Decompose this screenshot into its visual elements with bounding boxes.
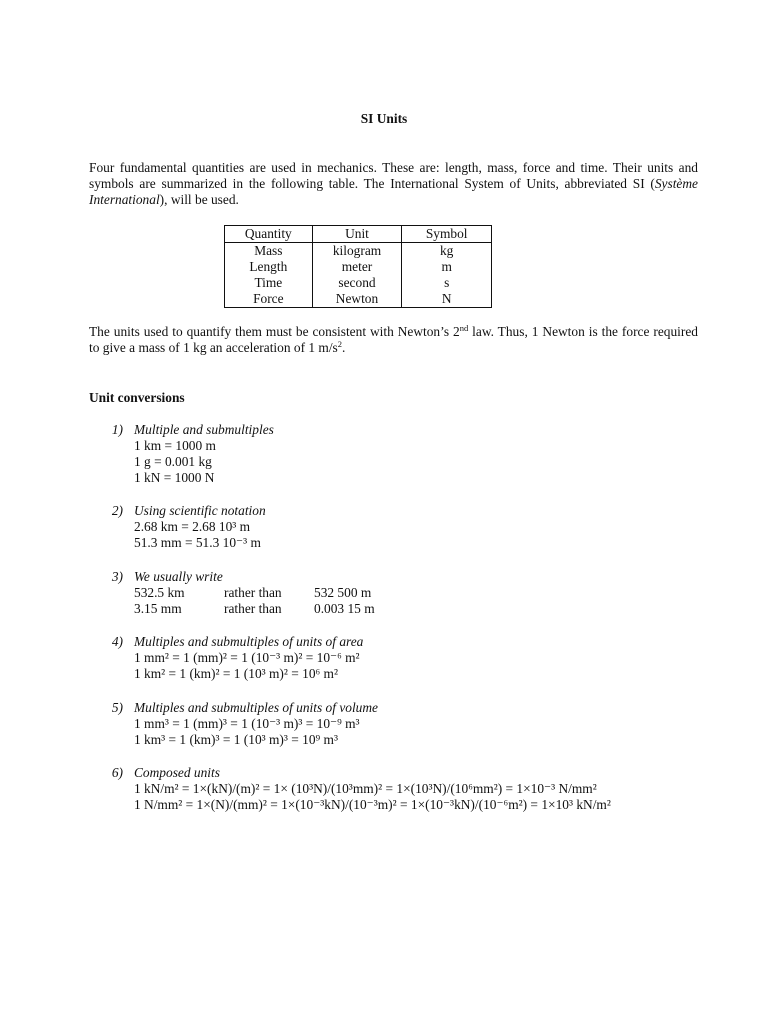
item-title: Using scientific notation [134, 503, 266, 518]
table-cell: Mass [225, 243, 313, 260]
newton-text-1: The units used to quantify them must be consistent with Newton’s 2 [89, 324, 460, 339]
header-unit: Unit [312, 226, 402, 243]
table-cell: Length [225, 259, 313, 275]
section-heading: Unit conversions [89, 390, 185, 405]
item-heading [101, 700, 378, 716]
item-heading [101, 569, 223, 585]
item-number: 6) [111, 765, 123, 780]
item-heading [101, 765, 220, 781]
comparison-text: rather than [224, 601, 282, 616]
comparison-row [134, 601, 375, 617]
item-title: We usually write [134, 569, 223, 584]
item-title: Composed units [134, 765, 220, 780]
item-title: Multiple and submultiples [134, 422, 274, 437]
item-heading [101, 422, 274, 438]
conversion-line: 51.3 mm = 51.3 10⁻³ m [134, 535, 261, 550]
conversion-line: 2.68 km = 2.68 10³ m [134, 519, 251, 534]
comparison-value: 532.5 km [134, 585, 185, 600]
page-title: SI Units [360, 111, 408, 126]
newton-paragraph [89, 324, 698, 356]
comparison-row [134, 585, 371, 601]
conversion-line: 1 kN = 1000 N [134, 470, 215, 485]
comparison-value: 532 500 m [314, 585, 372, 600]
table-cell: second [312, 275, 402, 291]
header-quantity: Quantity [225, 226, 313, 243]
item-title: Multiples and submultiples of units of volume [134, 700, 378, 715]
conversion-line: 1 km = 1000 m [134, 438, 216, 453]
conversion-line: 1 kN/m² = 1×(kN)/(m)² = 1× (10³N)/(10³mm)² = 1×(10³N)/(10⁶mm²) = 1×10⁻³ N/mm² [134, 781, 597, 796]
item-number: 5) [111, 700, 123, 715]
newton-sup-2: 2 [337, 339, 343, 349]
item-number: 4) [111, 634, 123, 649]
table-cell: s [402, 275, 492, 291]
table-row [225, 275, 492, 291]
table-cell: Force [225, 291, 313, 308]
conversion-line: 1 N/mm² = 1×(N)/(mm)² = 1×(10⁻³kN)/(10⁻³m)² = 1×(10⁻³kN)/(10⁻⁶m²) = 1×10³ kN/m² [134, 797, 611, 812]
table-cell: kg [402, 243, 492, 260]
item-heading [101, 634, 363, 650]
conversion-line: 1 km² = 1 (km)² = 1 (10³ m)² = 10⁶ m² [134, 666, 338, 681]
intro-paragraph [89, 160, 698, 208]
intro-text-1: Four fundamental quantities are used in mechanics. These are: length, mass, force and time. Their units and symbols are summarized in the following table. The International System of Units, abbreviated SI ( [89, 160, 698, 191]
units-table [224, 225, 492, 308]
table-header-row [225, 226, 492, 243]
table-cell: Time [225, 275, 313, 291]
comparison-value: 3.15 mm [134, 601, 182, 616]
header-symbol: Symbol [402, 226, 492, 243]
item-number: 3) [111, 569, 123, 584]
conversion-line: 1 km³ = 1 (km)³ = 1 (10³ m)³ = 10⁹ m³ [134, 732, 338, 747]
table-row [225, 259, 492, 275]
newton-sup-1: nd [459, 323, 469, 333]
table-row [225, 243, 492, 260]
table-row [225, 291, 492, 308]
comparison-text: rather than [224, 585, 282, 600]
table-cell: N [402, 291, 492, 308]
conversion-line: 1 mm² = 1 (mm)² = 1 (10⁻³ m)² = 10⁻⁶ m² [134, 650, 360, 665]
comparison-value: 0.003 15 m [314, 601, 375, 616]
item-title: Multiples and submultiples of units of area [134, 634, 364, 649]
newton-text-3: . [342, 340, 346, 355]
table-cell: m [402, 259, 492, 275]
intro-text-2: ), will be used. [159, 192, 239, 207]
conversion-line: 1 mm³ = 1 (mm)³ = 1 (10⁻³ m)³ = 10⁻⁹ m³ [134, 716, 360, 731]
newton-text-2: law. Thus, 1 Newton is the force required to give a mass of 1 kg an acceleration of 1 m/s [89, 324, 698, 355]
intro-italic: Système International [89, 176, 698, 207]
table-cell: Newton [312, 291, 402, 308]
item-number: 2) [111, 503, 123, 518]
table-cell: meter [312, 259, 402, 275]
item-heading [101, 503, 266, 519]
item-number: 1) [111, 422, 123, 437]
conversion-line: 1 g = 0.001 kg [134, 454, 212, 469]
table-cell: kilogram [312, 243, 402, 260]
